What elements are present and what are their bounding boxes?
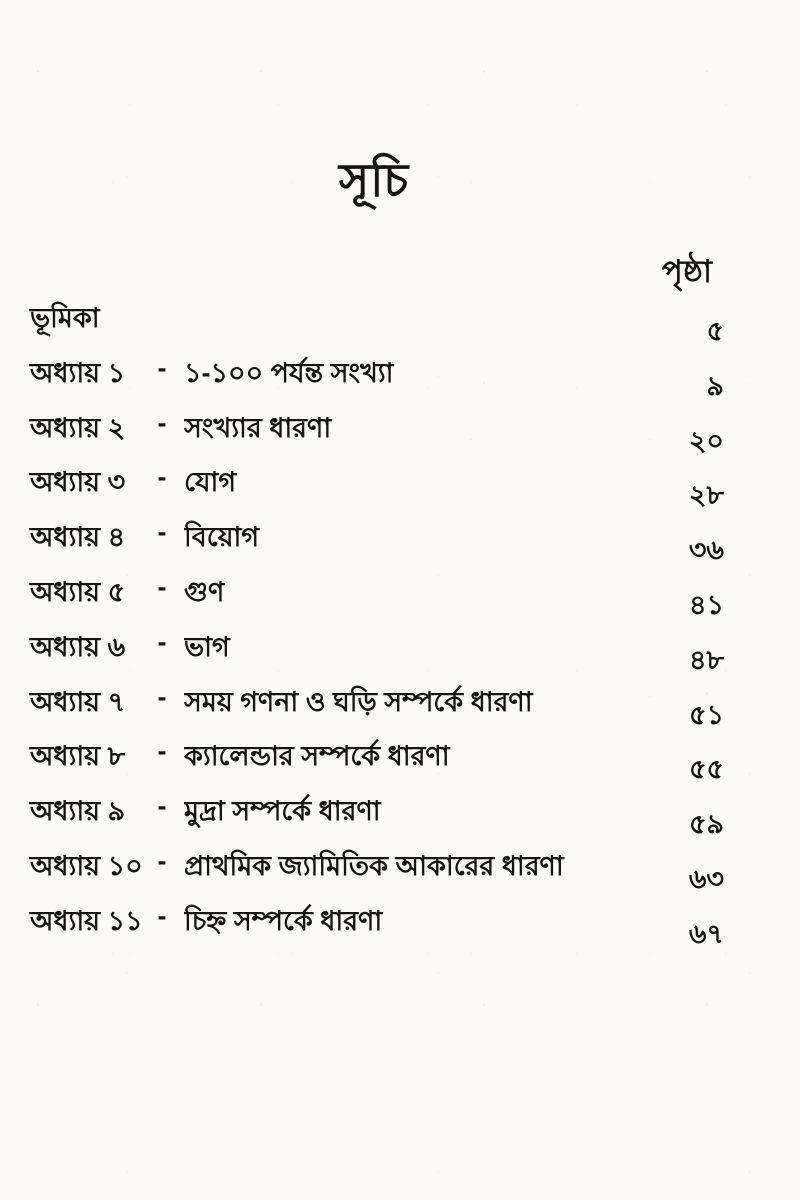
toc-entry-page: ৫৫ bbox=[688, 754, 724, 785]
toc-entry-separator: - bbox=[157, 352, 167, 383]
toc-entry-page: ৬৩ bbox=[688, 863, 724, 894]
toc-list bbox=[30, 298, 730, 956]
toc-entry-page: ২৮ bbox=[688, 480, 724, 511]
toc-entry-separator: - bbox=[157, 626, 167, 657]
toc-entry-separator: - bbox=[157, 845, 167, 876]
toc-entry-page: ৫১ bbox=[688, 699, 724, 730]
toc-entry-title: গুণ bbox=[184, 576, 225, 607]
toc-entry-title: যোগ bbox=[184, 467, 237, 498]
toc-entry-chapter: অধ্যায় ১০ bbox=[30, 850, 143, 881]
toc-entry-separator: - bbox=[157, 791, 167, 822]
toc-entry-page: ৬৭ bbox=[688, 918, 724, 949]
toc-entry-separator: - bbox=[157, 900, 167, 931]
toc-entry-title: সংখ্যার ধারণা bbox=[184, 412, 332, 443]
toc-entry-chapter: অধ্যায় ৭ bbox=[30, 686, 126, 717]
toc-entry-page: ৯ bbox=[706, 370, 724, 401]
toc-entry-separator: - bbox=[157, 736, 167, 767]
toc-entry-page: ২০ bbox=[688, 425, 724, 456]
toc-entry-page: ৫৯ bbox=[688, 809, 724, 840]
toc-entry-page: ৩৬ bbox=[688, 535, 724, 566]
toc-entry-title: ১-১০০ পর্যন্ত সংখ্যা bbox=[184, 357, 394, 388]
toc-entry-chapter: অধ্যায় ৫ bbox=[30, 576, 126, 607]
toc-entry-separator: - bbox=[157, 517, 167, 548]
toc-entry-chapter: অধ্যায় ১১ bbox=[30, 905, 143, 936]
toc-entry-chapter: অধ্যায় ৬ bbox=[30, 631, 126, 662]
toc-entry bbox=[30, 791, 730, 846]
toc-entry-chapter: ভূমিকা bbox=[30, 303, 100, 333]
toc-entry-chapter: অধ্যায় ৩ bbox=[30, 467, 126, 498]
toc-entry-chapter: অধ্যায় ৯ bbox=[30, 796, 126, 827]
toc-entry bbox=[30, 901, 730, 956]
toc-entry bbox=[30, 517, 730, 572]
toc-entry-separator: - bbox=[157, 462, 167, 493]
toc-entry-title: বিয়োগ bbox=[184, 522, 260, 553]
toc-entry-separator: - bbox=[157, 407, 167, 438]
toc-entry-title: প্রাথমিক জ্যামিতিক আকারের ধারণা bbox=[184, 850, 564, 881]
toc-entry bbox=[30, 736, 730, 791]
toc-entry-page: ৫ bbox=[706, 316, 724, 346]
toc-entry bbox=[30, 298, 730, 353]
toc-entry-chapter: অধ্যায় ১ bbox=[30, 357, 126, 388]
toc-entry bbox=[30, 572, 730, 627]
toc-entry bbox=[30, 846, 730, 901]
toc-entry bbox=[30, 353, 730, 408]
toc-entry-chapter: অধ্যায় ৪ bbox=[30, 522, 126, 553]
toc-entry-title: সময় গণনা ও ঘড়ি সম্পর্কে ধারণা bbox=[184, 686, 533, 717]
toc-entry-page: ৪১ bbox=[688, 589, 724, 620]
toc-entry bbox=[30, 682, 730, 737]
toc-entry bbox=[30, 462, 730, 517]
toc-entry-title: চিহ্ন সম্পর্কে ধারণা bbox=[184, 905, 383, 936]
toc-entry bbox=[30, 408, 730, 463]
toc-entry-title: মুদ্রা সম্পর্কে ধারণা bbox=[184, 796, 381, 827]
toc-entry-chapter: অধ্যায় ৮ bbox=[30, 741, 126, 772]
page-title: সূচি bbox=[338, 154, 410, 206]
toc-entry-separator: - bbox=[157, 681, 167, 712]
toc-entry-separator: - bbox=[157, 571, 167, 602]
toc-entry-title: ভাগ bbox=[184, 631, 230, 662]
page-column-header: পৃষ্ঠা bbox=[661, 254, 712, 289]
toc-entry-chapter: অধ্যায় ২ bbox=[30, 412, 126, 443]
toc-entry-title: ক্যালেন্ডার সম্পর্কে ধারণা bbox=[184, 741, 450, 772]
toc-entry-page: ৪৮ bbox=[688, 644, 724, 675]
toc-entry bbox=[30, 627, 730, 682]
